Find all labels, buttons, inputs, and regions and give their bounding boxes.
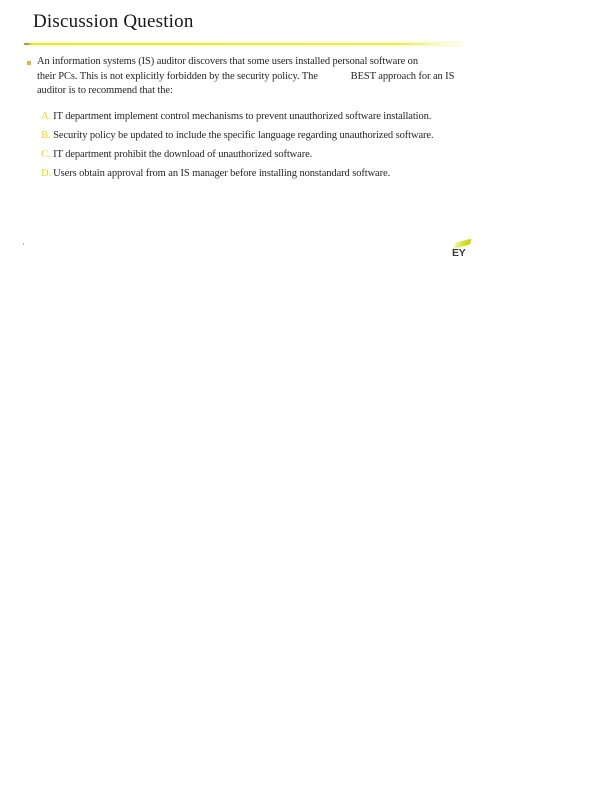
option-b: [26, 119, 434, 141]
question-paragraph: [37, 55, 454, 99]
ey-logo: [451, 238, 477, 262]
bullet-marker: [27, 61, 31, 65]
option-d-letter: D.: [41, 168, 52, 179]
option-b-text: Security policy be updated to include the specific language regarding unauthorized software.: [53, 130, 434, 141]
question-line-1: An information systems (IS) auditor discovers that some users installed personal software on: [37, 56, 418, 67]
option-d-text: Users obtain approval from an IS manager before installing nonstandard software.: [53, 168, 391, 179]
option-c: [26, 138, 313, 160]
ey-logo-text: EY: [452, 247, 466, 259]
option-d: [26, 157, 391, 179]
question-line-3: auditor is to recommend that the:: [37, 85, 173, 97]
title-underline-rule: [24, 43, 462, 45]
option-a: [26, 100, 432, 122]
option-a-text: IT department implement control mechanisms to prevent unauthorized software installation.: [53, 111, 432, 122]
option-a-letter: A.: [41, 111, 52, 122]
option-c-letter: C.: [41, 149, 51, 160]
question-line-2: their PCs. This is not explicitly forbidden by the security policy. The BEST approach for an IS: [37, 70, 455, 82]
option-b-letter: B.: [41, 130, 51, 141]
option-c-text: IT department prohibit the download of unauthorized software.: [53, 149, 313, 160]
stray-mark: ': [23, 242, 25, 250]
page-title: Discussion Question: [33, 11, 194, 32]
